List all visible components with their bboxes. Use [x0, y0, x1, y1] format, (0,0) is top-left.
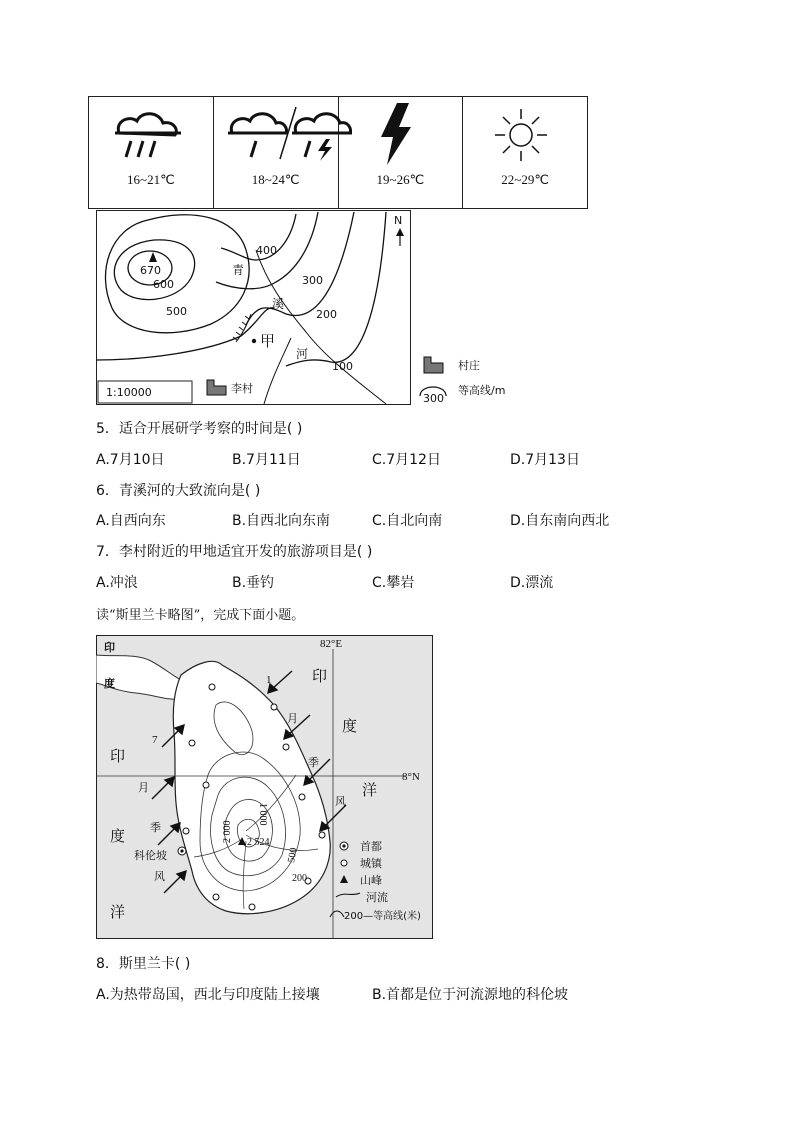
rain-icon [89, 97, 205, 177]
ocean-right-char-2: 度 [342, 717, 358, 735]
legend-contour-label: 等高线/m [458, 384, 506, 397]
contour-label-400: 400 [256, 244, 277, 257]
india-char-1: 印 [104, 641, 115, 654]
river-char-xi: 溪 [272, 297, 285, 311]
question-6-stem: 6．青溪河的大致流向是( ) [96, 483, 261, 499]
contour-map [96, 210, 516, 406]
weather-cell-1 [89, 97, 214, 208]
peak-elevation: 670 [140, 264, 161, 277]
contour-label-200: 200 [316, 308, 337, 321]
sw-monsoon-1: 7 [152, 734, 158, 746]
lightning-icon [339, 97, 455, 177]
ocean-left-char-2: 度 [110, 827, 126, 845]
ne-monsoon-4: 风 [335, 795, 346, 808]
q7-option-c[interactable]: C.攀岩 [372, 575, 415, 591]
peak-label: 2 524 [247, 837, 270, 848]
sun-icon [463, 97, 579, 177]
contour-label-600: 600 [153, 278, 174, 291]
contour-label-2000: 2 000 [222, 820, 233, 843]
q6-option-c[interactable]: C.自北向南 [372, 513, 443, 529]
weather-temp-1: 16~21℃ [127, 172, 175, 187]
ocean-left-char-3: 洋 [110, 903, 126, 921]
ne-monsoon-2: 月 [287, 712, 298, 725]
contour-label-200: 200 [292, 873, 307, 884]
q8-option-b[interactable]: B.首都是位于河流源地的科伦坡 [372, 987, 569, 1003]
india-char-2: 度 [104, 677, 115, 690]
sw-monsoon-4: 风 [154, 870, 165, 883]
legend-contour-sample: 300 [423, 392, 444, 405]
sw-monsoon-2: 月 [138, 781, 149, 794]
q6-option-d[interactable]: D.自东南向西北 [510, 513, 610, 529]
village-label: 李村 [231, 382, 253, 395]
weather-cell-3 [339, 97, 464, 208]
weather-forecast-table [88, 96, 588, 209]
svg-text:N: N [394, 214, 403, 227]
ocean-left-char-1: 印 [110, 747, 126, 765]
question-5-stem: 5．适合开展研学考察的时间是( ) [96, 421, 303, 437]
q6-option-b[interactable]: B.自西北向东南 [232, 513, 331, 529]
q7-option-d[interactable]: D.漂流 [510, 575, 554, 591]
weather-temp-4: 22~29℃ [501, 172, 549, 187]
legend-village-icon [424, 357, 443, 373]
contour-label-500: 500 [166, 305, 187, 318]
lat-label: 8°N [402, 771, 420, 783]
capital-marker [178, 847, 186, 855]
ocean-right-char-3: 洋 [362, 781, 378, 799]
contour-label-1000: 1 000 [257, 803, 268, 826]
q5-option-c[interactable]: C.7月12日 [372, 452, 441, 468]
legend-river: 河流 [366, 891, 388, 904]
question-8-stem: 8．斯里兰卡( ) [96, 956, 191, 972]
legend-town-icon [341, 860, 347, 866]
q5-option-d[interactable]: D.7月13日 [510, 452, 580, 468]
weather-cell-2 [214, 97, 339, 208]
legend-capital: 首都 [360, 840, 382, 853]
weather-temp-2: 18~24℃ [251, 172, 300, 187]
capital-label: 科伦坡 [134, 849, 167, 862]
point-jia-marker [252, 339, 256, 343]
q6-option-a[interactable]: A.自西向东 [96, 513, 166, 529]
river-char-he: 河 [296, 347, 309, 361]
ne-monsoon-1: 1 [266, 674, 272, 686]
sw-monsoon-3: 季 [150, 821, 161, 834]
q7-option-b[interactable]: B.垂钓 [232, 575, 275, 591]
map-scale: 1:10000 [106, 386, 152, 399]
question-7-stem: 7．李村附近的甲地适宜开发的旅游项目是( ) [96, 544, 373, 560]
weather-temp-3: 19~26℃ [376, 172, 425, 187]
srilanka-map [96, 635, 434, 940]
ocean-right-char-1: 印 [312, 667, 328, 685]
weather-cell-4 [463, 97, 587, 208]
contour-label-300: 300 [302, 274, 323, 287]
legend-peak: 山峰 [360, 874, 382, 887]
q5-option-b[interactable]: B.7月11日 [232, 452, 301, 468]
river-char-qing: 青 [232, 263, 245, 277]
legend-village-label: 村庄 [458, 359, 480, 372]
point-jia: 甲 [260, 332, 276, 350]
legend-contour: 200—等高线(米) [344, 911, 421, 922]
q5-option-a[interactable]: A.7月10日 [96, 452, 165, 468]
legend-town: 城镇 [360, 857, 382, 870]
ne-monsoon-3: 季 [308, 756, 319, 769]
contour-label-100: 100 [332, 360, 353, 373]
contour-label-500: 500 [286, 846, 300, 864]
q8-option-a[interactable]: A.为热带岛国，西北与印度陆上接壤 [96, 987, 320, 1003]
q7-option-a[interactable]: A.冲浪 [96, 575, 138, 591]
section-intro: 读“斯里兰卡略图”，完成下面小题。 [96, 608, 305, 623]
lon-label: 82°E [320, 638, 343, 650]
